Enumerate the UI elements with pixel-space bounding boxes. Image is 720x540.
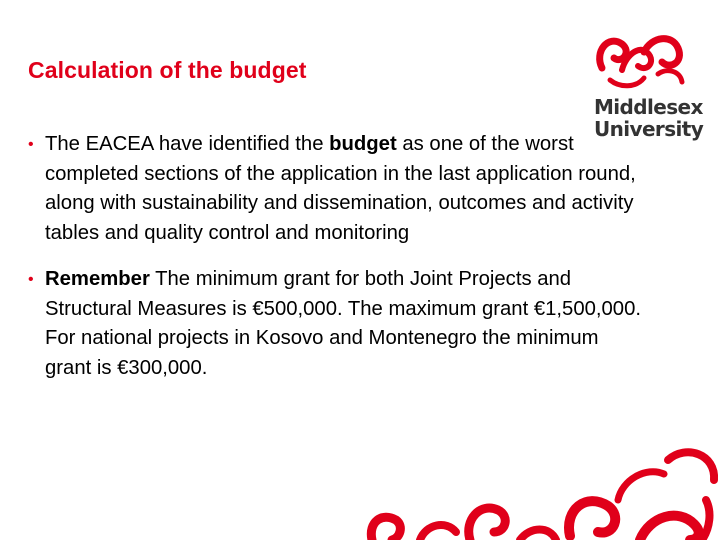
bullet-text-2b: The minimum grant for both Joint Projects and Structural Measures is €500,000. The maximum grant €1,500,000. For national projects in Kosovo and Montenegro the minimum grant is €300,000. [45, 268, 641, 379]
bullet-text-1b: budget [329, 133, 397, 155]
logo-swirl-icon [592, 30, 688, 94]
bullet-text-1c: as one of the worst completed sections of the application in the last application round, along with sustainability and dissemination, outcomes and activity tables and quality control and monitoring [45, 133, 636, 244]
decorative-swirl-icon [360, 440, 720, 540]
bullet-dot-icon: • [28, 271, 34, 288]
bullet-dot-icon: • [28, 136, 34, 153]
bullet-list [28, 130, 648, 400]
bullet-item-remember [28, 265, 648, 383]
slide-title: Calculation of the budget [28, 57, 307, 83]
bullet-text-2a: Remember [45, 268, 150, 290]
bullet-text-1a: The EACEA have identified the [45, 133, 330, 155]
logo-line-middlesex: Middlesex [594, 95, 703, 119]
logo-line-university: University [594, 117, 704, 141]
bullet-item-budget [28, 130, 648, 248]
